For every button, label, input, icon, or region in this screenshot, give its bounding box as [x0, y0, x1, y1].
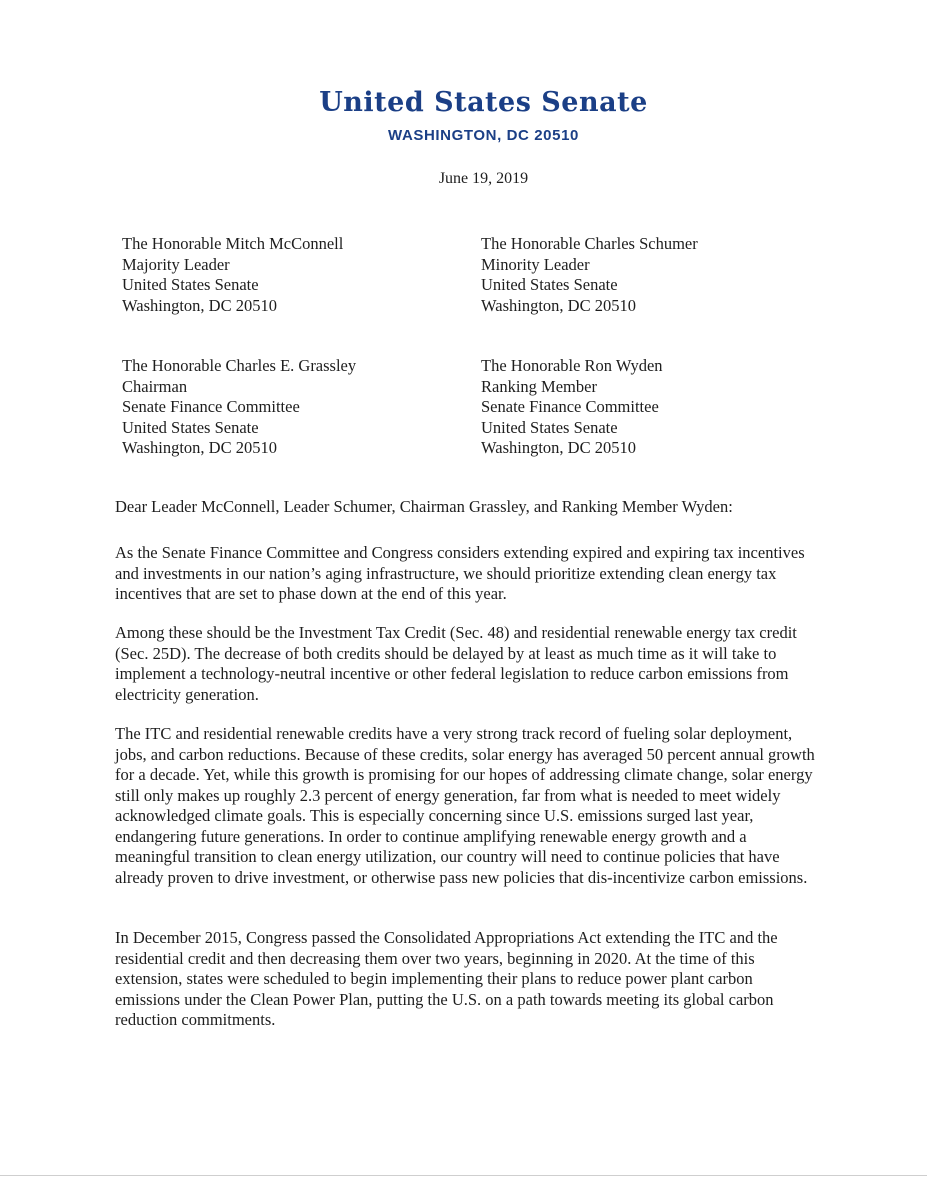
salutation: Dear Leader McConnell, Leader Schumer, Chairman Grassley, and Ranking Member Wyden:: [115, 497, 733, 516]
recipient-line: The Honorable Charles Schumer: [481, 234, 698, 253]
recipient-line: Majority Leader: [122, 254, 230, 274]
body-paragraph-3: The ITC and residential renewable credits have a very strong track record of fueling solar deployment, jobs, and carbon reductions. Because of these credits, solar energy has averaged 50 percent annual growth for a decade. Yet, while this growth is promising for our hopes of addressing climate change, solar energy still only makes up roughly 2.3 percent of energy generation, far from what is needed to meet widely acknowledged climate goals. This is especially concerning since U.S. emissions surged last year, endangering future generations. In order to continue amplifying renewable energy growth and a meaningful transition to clean energy utilization, our country will need to continue policies that have already proven to drive investment, or otherwise pass new policies that dis-incentivize carbon emissions.: [115, 724, 815, 887]
letterhead: [0, 86, 927, 144]
recipient-address-grassley: [122, 356, 356, 459]
body-paragraph-1: As the Senate Finance Committee and Congress considers extending expired and expiring tax incentives and investments in our nation’s aging infrastructure, we should prioritize extending clean energy tax incentives that are set to phase down at the end of this year.: [115, 543, 805, 603]
recipient-line: Chairman: [122, 376, 188, 396]
letter-date: June 19, 2019: [438, 170, 529, 187]
recipient-line: Ranking Member: [481, 376, 597, 396]
recipient-line: Senate Finance Committee: [481, 397, 659, 416]
body-paragraph-4: In December 2015, Congress passed the Consolidated Appropriations Act extending the ITC and the residential credit and then decreasing them over two years, beginning in 2020. At the time of this extension, states were scheduled to begin implementing their plans to reduce power plant carbon emissions under the Clean Power Plan, putting the U.S. on a path towards meeting its global carbon reduction commitments.: [115, 928, 778, 1029]
body-paragraph-2: Among these should be the Investment Tax Credit (Sec. 48) and residential renewable energy tax credit (Sec. 25D). The decrease of both credits should be delayed by at least as much time as it will take to implement a technology-neutral incentive or other federal legislation to reduce carbon emissions from electricity generation.: [115, 623, 797, 704]
recipient-line: The Honorable Mitch McConnell: [122, 234, 344, 253]
letterhead-title: United States Senate: [319, 87, 648, 118]
recipient-line: Washington, DC 20510: [481, 295, 636, 315]
recipient-line: United States Senate: [122, 417, 259, 437]
recipient-address-schumer: [481, 234, 698, 316]
recipient-line: The Honorable Charles E. Grassley: [122, 356, 357, 375]
recipient-address-mcconnell: [122, 234, 343, 316]
letterhead-address: WASHINGTON, DC 20510: [388, 127, 579, 144]
page-bottom-divider: [0, 1175, 927, 1176]
recipient-line: United States Senate: [481, 417, 618, 437]
recipient-line: Washington, DC 20510: [481, 438, 636, 457]
recipient-address-wyden: [481, 356, 663, 459]
recipient-line: Washington, DC 20510: [122, 438, 277, 457]
recipient-line: United States Senate: [481, 275, 618, 294]
recipient-line: Senate Finance Committee: [122, 397, 300, 416]
recipient-line: The Honorable Ron Wyden: [481, 356, 663, 375]
recipient-line: Washington, DC 20510: [122, 295, 277, 315]
recipient-line: United States Senate: [122, 275, 259, 294]
recipient-line: Minority Leader: [481, 254, 590, 274]
